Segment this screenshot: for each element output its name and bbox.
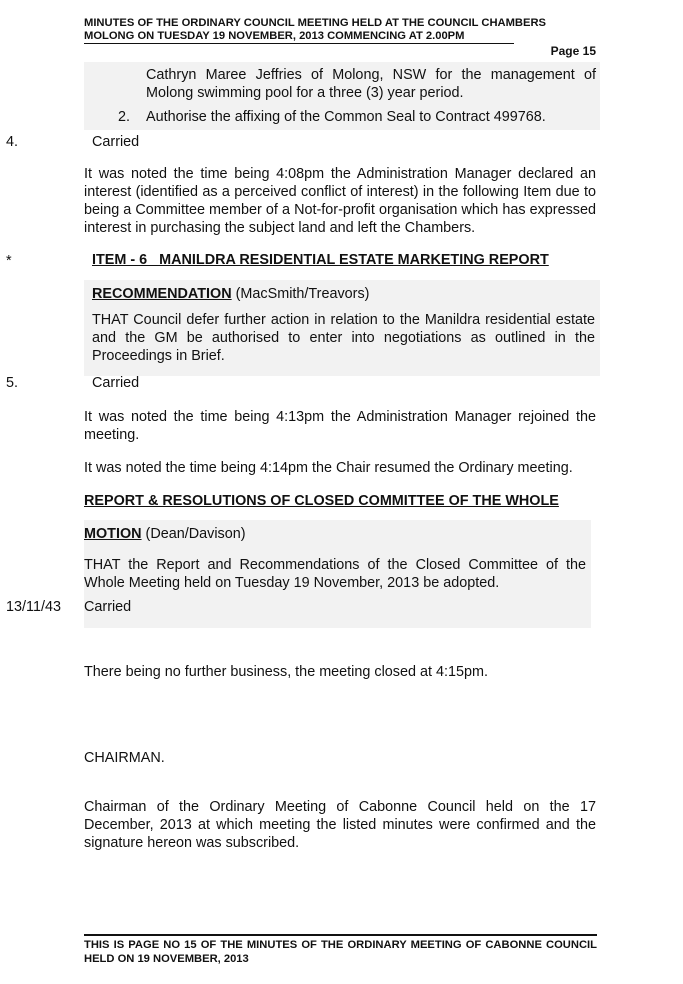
footer-rule <box>84 934 597 936</box>
rejoin-note: It was noted the time being 4:13pm the Administration Manager rejoined the meeting. <box>84 409 596 443</box>
resolution-number: 13/11/43 <box>6 599 61 615</box>
item-6-heading: ITEM - 6 MANILDRA RESIDENTIAL ESTATE MARKETING REPORT <box>92 252 549 268</box>
motion-text: THAT the Report and Recommendations of the Closed Committee of the Whole Meeting held on Tuesday 19 November, 2013 be adopted. <box>84 557 586 591</box>
item-marker: * <box>6 253 12 269</box>
motion-line <box>84 525 246 543</box>
recommendation-text: THAT Council defer further action in relation to the Manildra residential estate and the GM be authorised to enter into negotiations as outlined in the Proceedings in Brief. <box>92 312 595 364</box>
chairman-signature-label: CHAIRMAN. <box>84 750 165 766</box>
closed-committee-heading: REPORT & RESOLUTIONS OF CLOSED COMMITTEE OF THE WHOLE <box>84 493 559 509</box>
chair-resumed-note: It was noted the time being 4:14pm the Chair resumed the Ordinary meeting. <box>84 460 573 476</box>
resolution-continued-text: Cathryn Maree Jeffries of Molong, NSW for the management of Molong swimming pool for a three (3) year period. <box>146 67 596 101</box>
header-line-1: MINUTES OF THE ORDINARY COUNCIL MEETING HELD AT THE COUNCIL CHAMBERS <box>84 17 547 29</box>
header-line-2: MOLONG ON TUESDAY 19 NOVEMBER, 2013 COMMENCING AT 2.00PM <box>84 30 514 44</box>
motion-movers: (Dean/Davison) <box>141 526 246 542</box>
resolution-status: Carried <box>84 599 132 615</box>
confirmation-statement: Chairman of the Ordinary Meeting of Cabonne Council held on the 17 December, 2013 at which meeting the listed minutes were confirmed and the signature hereon was subscribed. <box>84 799 596 851</box>
page-number: Page 15 <box>550 44 596 58</box>
list-item-text: Authorise the affixing of the Common Seal to Contract 499768. <box>146 109 546 125</box>
recommendation-label: RECOMMENDATION <box>92 286 232 302</box>
list-item-number: 2. <box>118 109 131 125</box>
resolution-status: Carried <box>92 134 140 150</box>
page-footer: THIS IS PAGE NO 15 OF THE MINUTES OF THE ORDINARY MEETING OF CABONNE COUNCIL HELD ON 19 NOVEMBER, 2013 <box>84 939 597 965</box>
interest-declaration-note: It was noted the time being 4:08pm the Administration Manager declared an interest (identified as a perceived conflict of interest) in the following Item due to being a Committee member of a Not-for-profit organisation which has expressed interest in purchasing the subject land and left the Chambers. <box>84 166 596 236</box>
resolution-number: 5. <box>6 375 19 391</box>
motion-label: MOTION <box>84 526 142 542</box>
recommendation-line <box>92 285 369 303</box>
resolution-status: Carried <box>92 375 140 391</box>
recommendation-movers: (MacSmith/Treavors) <box>231 286 370 302</box>
meeting-closed-note: There being no further business, the meeting closed at 4:15pm. <box>84 664 488 680</box>
resolution-number: 4. <box>6 134 19 150</box>
